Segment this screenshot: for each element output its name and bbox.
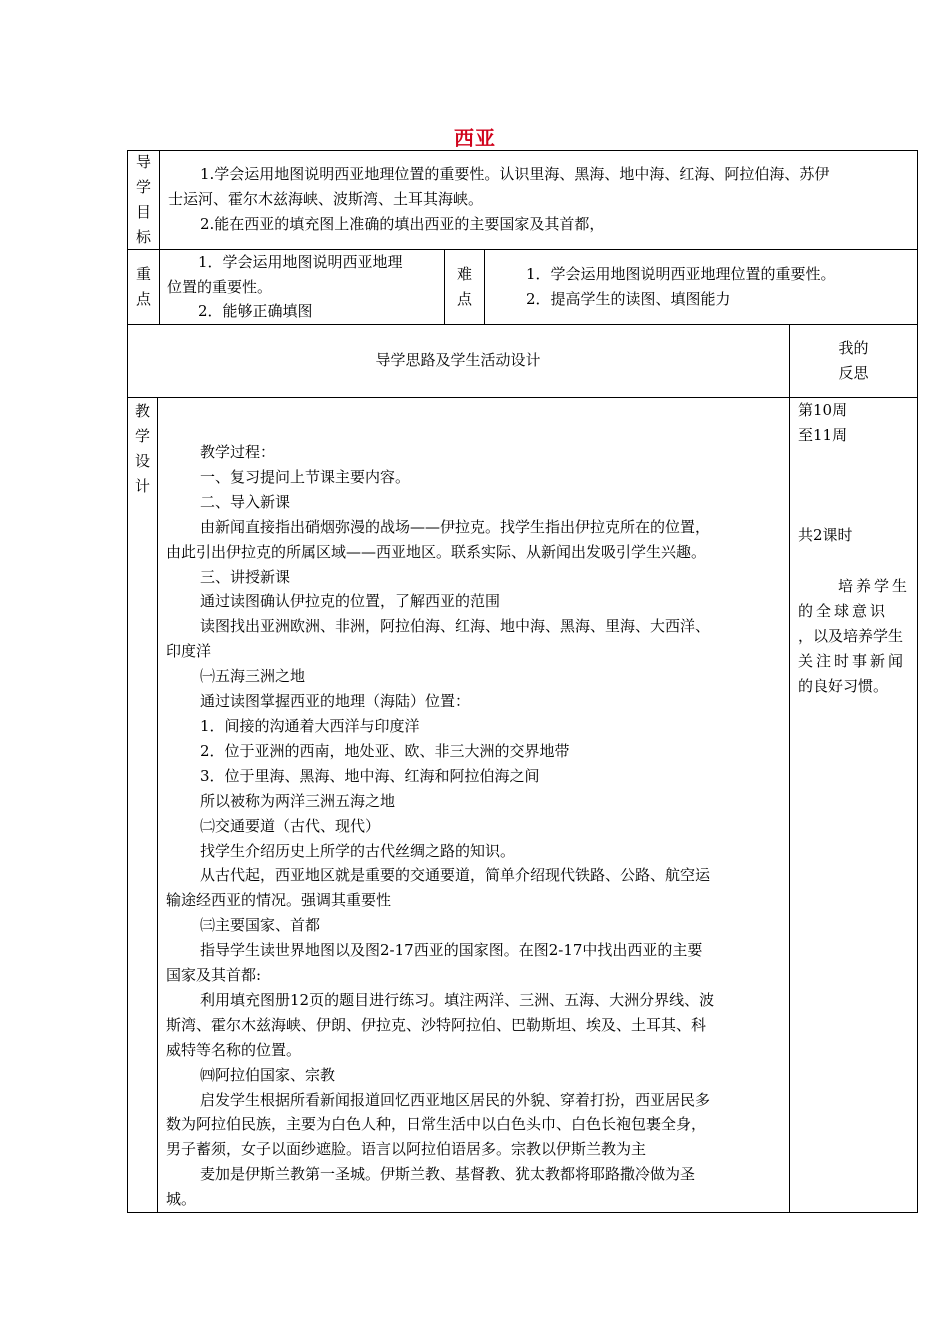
reflection-header: 我的 反思 [838, 339, 869, 382]
design-line: ㈣阿拉伯国家、宗教 [200, 1065, 336, 1084]
design-label: 教 学 设 计 [134, 402, 150, 495]
reflection-note-4: 关注时事新闻 [798, 652, 907, 670]
difficult-label-right [484, 249, 485, 325]
design-line: 男子蓄须，女子以面纱遮脸。语言以阿拉伯语居多。宗教以伊斯兰教为主 [166, 1140, 647, 1159]
design-line: ㈢主要国家、首都 [200, 916, 321, 935]
design-line: 所以被称为两洋三洲五海之地 [200, 791, 396, 810]
key-points-label: 重 点 [135, 265, 151, 308]
design-header: 导学思路及学生活动设计 [375, 351, 541, 369]
objectives-line-1: 1.学会运用地图说明西亚地理位置的重要性。认识里海、黑海、地中海、红海、阿拉伯海、苏伊 [200, 165, 830, 183]
row-divider-2 [127, 324, 918, 325]
design-line: 输途经西亚的情况。强调其重要性 [166, 891, 392, 910]
key-points-line-2: 位置的重要性。 [167, 278, 273, 296]
design-line: 二、导入新课 [200, 492, 291, 511]
design-line: 找学生介绍历史上所学的古代丝绸之路的知识。 [200, 841, 516, 860]
design-line: 读图找出亚洲欧洲、非洲，阿拉伯海、红海、地中海、黑海、里海、大西洋、 [200, 617, 711, 636]
difficult-points-line-2: 2．提高学生的读图、填图能力 [526, 290, 731, 308]
design-line: ㈡交通要道（古代、现代） [200, 816, 381, 835]
reflection-note-1: 培养学生 [837, 577, 910, 595]
design-body [166, 440, 784, 1212]
objectives-line-2: 士运河、霍尔木兹海峡、波斯湾、土耳其海峡。 [168, 190, 484, 208]
design-line: 3．位于里海、黑海、地中海、红海和阿拉伯海之间 [200, 766, 540, 785]
reflection-week-line-1: 第10周 [798, 401, 848, 419]
design-line: 麦加是伊斯兰教第一圣城。伊斯兰教、基督教、犹太教都将耶路撒冷做为圣 [200, 1165, 696, 1184]
design-line: 由新闻直接指出硝烟弥漫的战场——伊拉克。找学生指出伊拉克所在的位置， [200, 517, 711, 536]
design-line: ㈠五海三洲之地 [200, 667, 306, 686]
design-line: 从古代起，西亚地区就是重要的交通要道，简单介绍现代铁路、公路、航空运 [200, 866, 711, 885]
design-line: 威特等名称的位置。 [166, 1040, 302, 1059]
objectives-label: 导 学 目 标 [135, 153, 151, 246]
design-line: 2．位于亚洲的西南，地处亚、欧、非三大洲的交界地带 [200, 741, 570, 760]
design-line: 三、讲授新课 [200, 567, 291, 586]
design-line: 指导学生读世界地图以及图2-17西亚的国家图。在图2-17中找出西亚的主要 [200, 941, 703, 960]
reflection-hours: 共2课时 [798, 526, 853, 544]
design-line: 利用填充图册12页的题目进行练习。填注两洋、三洲、五海、大洲分界线、波 [200, 990, 715, 1009]
design-line: 一、复习提问上节课主要内容。 [200, 467, 411, 486]
label-column-divider-2 [157, 397, 158, 1213]
reflection-note-2: 的全球意识 [798, 602, 889, 620]
objectives-line-3: 2.能在西亚的填充图上准确的填出西亚的主要国家及其首都， [200, 215, 605, 233]
design-line: 启发学生根据所看新闻报道回忆西亚地区居民的外貌、穿着打扮，西亚居民多 [200, 1090, 711, 1109]
reflection-note-3: ，以及培养学生 [798, 627, 904, 645]
design-line: 1．间接的沟通着大西洋与印度洋 [200, 716, 420, 735]
difficult-points-line-1: 1．学会运用地图说明西亚地理位置的重要性。 [526, 265, 836, 283]
difficult-points-label: 难 点 [456, 265, 472, 308]
design-line: 数为阿拉伯民族，主要为白色人种，日常生活中以白色头巾、白色长袍包裹全身， [166, 1115, 707, 1134]
reflection-column-divider [789, 324, 790, 1213]
table-border-bottom [127, 1212, 918, 1213]
design-line: 由此引出伊拉克的所属区域——西亚地区。联系实际、从新闻出发吸引学生兴趣。 [166, 542, 707, 561]
design-line: 斯湾、霍尔木兹海峡、伊朗、伊拉克、沙特阿拉伯、巴勒斯坦、埃及、土耳其、科 [166, 1015, 707, 1034]
key-points-line-1: 1．学会运用地图说明西亚地理 [198, 253, 403, 271]
design-line: 国家及其首都: [166, 966, 262, 985]
key-points-line-3: 2．能够正确填图 [198, 302, 313, 320]
design-line: 通过读图确认伊拉克的位置，了解西亚的范围 [200, 592, 501, 611]
reflection-week-line-2: 至11周 [798, 426, 848, 444]
page-title: 西亚 [454, 126, 496, 150]
design-line: 通过读图掌握西亚的地理（海陆）位置： [200, 692, 471, 711]
design-line: 城。 [166, 1190, 197, 1209]
design-line: 教学过程： [200, 443, 276, 461]
table-border-right [917, 150, 918, 1213]
table-border-top [127, 150, 918, 151]
design-line: 印度洋 [166, 642, 212, 661]
reflection-note-5: 的良好习惯。 [798, 677, 889, 695]
